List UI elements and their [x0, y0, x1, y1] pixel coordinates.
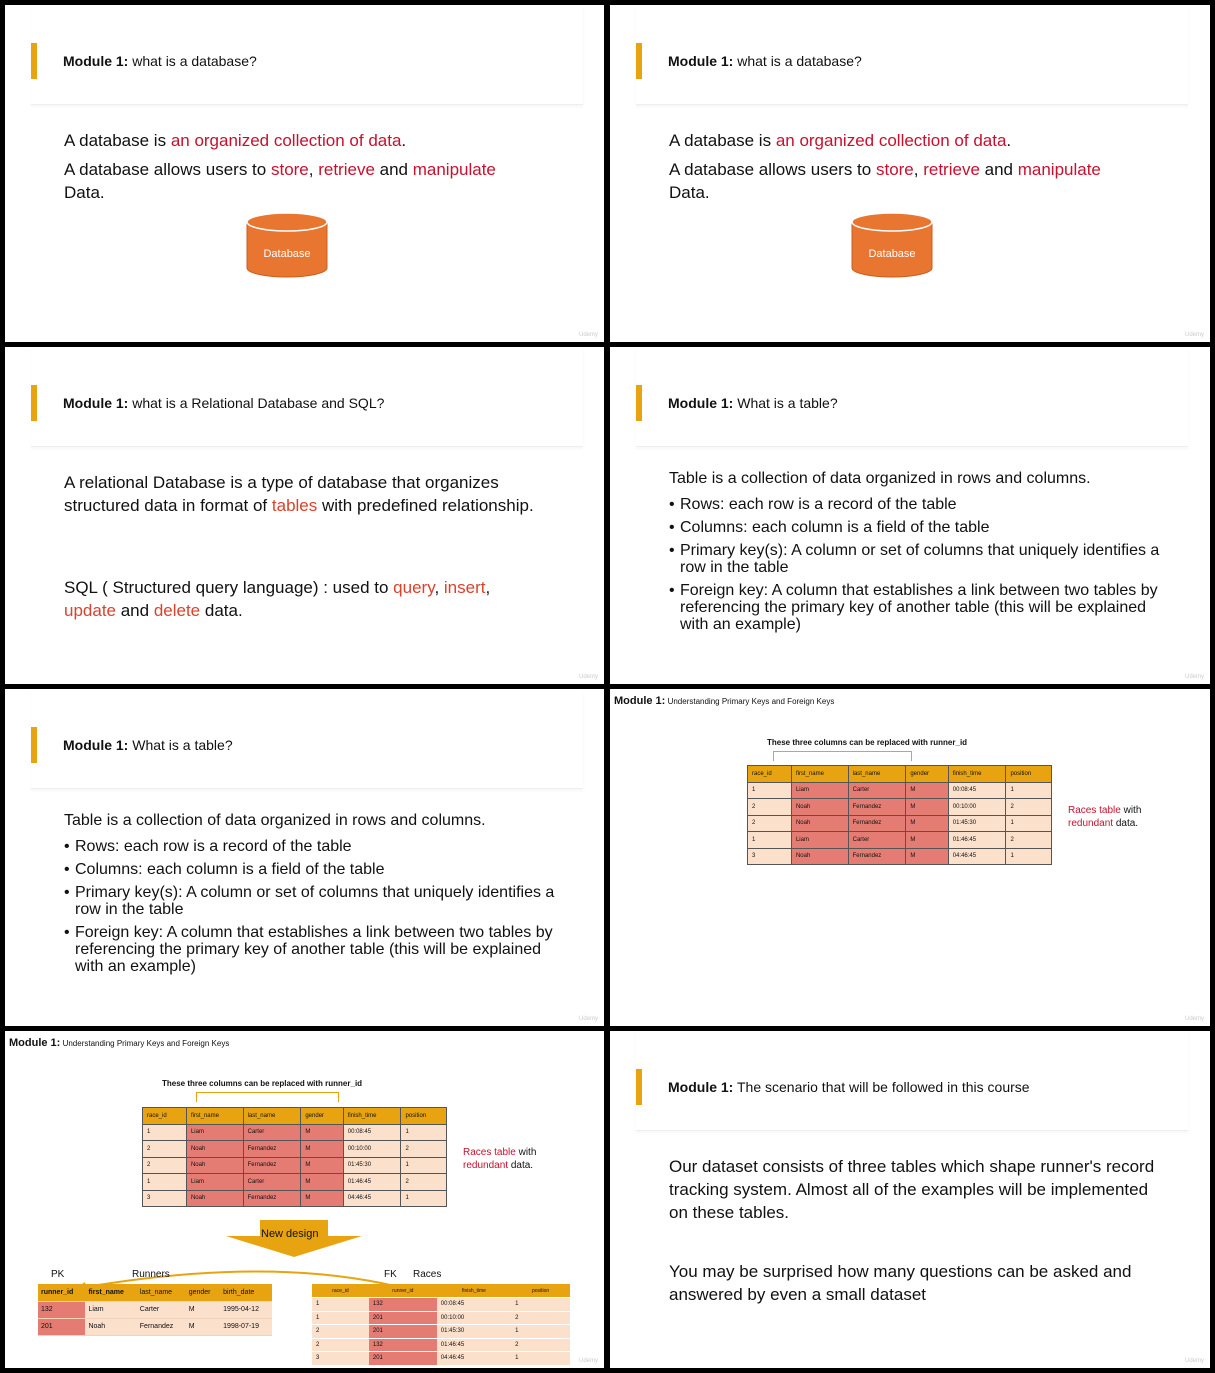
table-cell: 1	[511, 1352, 570, 1366]
table-cell: 1	[1006, 782, 1052, 799]
slide-header	[31, 347, 583, 447]
list-item: • Primary key(s): A column or set of columns that uniquely identifies a row in the table	[669, 542, 1169, 576]
table-cell: M	[906, 848, 948, 865]
redundancy-note: Races table with redundant data.	[1068, 805, 1142, 829]
slide-header	[636, 1031, 1188, 1131]
table-cell: 1	[511, 1325, 570, 1339]
table-cell: M	[301, 1174, 343, 1191]
table-cell: 01:46:45	[343, 1174, 401, 1191]
watermark: Udemy	[1184, 1358, 1204, 1364]
table-cell: 01:45:30	[437, 1325, 511, 1339]
definition-text: A database is an organized collection of data.	[64, 131, 407, 150]
table-cell: 00:08:45	[948, 782, 1006, 799]
table-cell: 1998-07-19	[220, 1318, 272, 1335]
table-cell: 1	[748, 832, 792, 849]
questions-note: You may be surprised how many questions can be asked and answered by even a small dataset	[669, 1262, 1132, 1304]
table-cell: 2	[1006, 799, 1052, 816]
table-cell: 00:10:00	[948, 799, 1006, 816]
table-cell: 2	[312, 1325, 369, 1339]
table-cell: M	[186, 1301, 220, 1318]
table-cell: 1	[1006, 848, 1052, 865]
watermark: Udemy	[578, 1016, 598, 1022]
table-cell: 00:10:00	[437, 1311, 511, 1325]
table-row	[312, 1352, 570, 1366]
table-row	[748, 799, 1052, 816]
table-cell: Noah	[791, 848, 848, 865]
table-cell: M	[301, 1190, 343, 1207]
table-cell: Noah	[791, 815, 848, 832]
column-header: position	[511, 1284, 570, 1298]
table-row	[38, 1318, 272, 1335]
table-cell: M	[301, 1157, 343, 1174]
list-item: • Foreign key: A column that establishes a link between two tables by referencing the primary key of another table (this will be explained with an example)	[64, 924, 564, 975]
slide-title: Module 1: what is a database?	[668, 53, 862, 69]
relational-definition-text: A relational Database is a type of database that organizes structured data in format of tables with predefined relationship.	[64, 473, 534, 515]
table-cell: 1	[143, 1174, 187, 1191]
header-accent-bar	[31, 385, 37, 421]
capabilities-text: A database allows users to store, retrieve and manipulate Data.	[669, 160, 1101, 202]
table-cell: Carter	[848, 782, 906, 799]
slide-what-is-table-2	[5, 689, 604, 1026]
table-cell: Fernandez	[243, 1157, 301, 1174]
slide-relational-database-sql	[5, 347, 604, 684]
table-cell: Liam	[186, 1174, 243, 1191]
database-cylinder-icon	[851, 212, 933, 278]
watermark: Udemy	[1184, 674, 1204, 680]
table-cell: Noah	[791, 799, 848, 816]
column-header: finish_time	[948, 766, 1006, 783]
slide-title: Module 1: what is a Relational Database and SQL?	[63, 395, 385, 411]
column-header: last_name	[137, 1284, 186, 1301]
table-header-row	[38, 1284, 272, 1301]
watermark: Udemy	[578, 332, 598, 338]
table-cell: Fernandez	[137, 1318, 186, 1335]
sql-definition-text: SQL ( Structured query language) : used to query, insert, update and delete data.	[64, 578, 491, 620]
list-item: • Rows: each row is a record of the table	[669, 496, 1169, 513]
table-cell: Fernandez	[243, 1141, 301, 1158]
column-header: finish_time	[343, 1108, 401, 1125]
dataset-description: Our dataset consists of three tables which shape runner's record tracking system. Almost all of the examples will be implemented on these tables.	[669, 1157, 1155, 1222]
table-header-row	[312, 1284, 570, 1298]
table-row	[748, 848, 1052, 865]
table-cell: 2	[401, 1141, 447, 1158]
races-new-table	[312, 1284, 570, 1366]
column-header: last_name	[848, 766, 906, 783]
table-cell: 2	[143, 1157, 187, 1174]
table-cell: 00:08:45	[343, 1124, 401, 1141]
fk-label: FK	[384, 1269, 397, 1280]
table-cell: M	[906, 832, 948, 849]
slide-primary-foreign-keys-1	[610, 689, 1210, 1026]
column-header: race_id	[143, 1108, 187, 1125]
table-cell: 00:10:00	[343, 1141, 401, 1158]
table-cell: 3	[748, 848, 792, 865]
table-cell: 201	[369, 1325, 437, 1339]
table-row	[748, 832, 1052, 849]
watermark: Udemy	[1184, 332, 1204, 338]
column-header: first_name	[85, 1284, 136, 1301]
table-cell: 2	[748, 799, 792, 816]
table-caption: These three columns can be replaced with runner_id	[162, 1079, 363, 1088]
slide-course-scenario	[610, 1031, 1210, 1368]
table-row	[143, 1190, 447, 1207]
table-row	[312, 1298, 570, 1312]
column-header: runner_id	[369, 1284, 437, 1298]
table-row	[143, 1157, 447, 1174]
list-item: • Columns: each column is a field of the table	[669, 519, 1169, 536]
table-cell: 01:45:30	[343, 1157, 401, 1174]
table-cell: 1	[143, 1124, 187, 1141]
table-definition	[669, 467, 1169, 633]
watermark: Udemy	[578, 674, 598, 680]
column-header: finish_time	[437, 1284, 511, 1298]
table-definition	[64, 809, 564, 975]
table-header-row	[748, 766, 1052, 783]
column-header: first_name	[186, 1108, 243, 1125]
slide-title: Module 1: what is a database?	[63, 53, 257, 69]
table-cell: Carter	[243, 1174, 301, 1191]
redundancy-note: Races table with redundant data.	[463, 1147, 537, 1171]
table-cell: Noah	[186, 1157, 243, 1174]
runners-table-label: Runners	[132, 1269, 170, 1280]
table-cell: Fernandez	[848, 815, 906, 832]
table-cell: M	[186, 1318, 220, 1335]
table-cell: 2	[1006, 832, 1052, 849]
table-row	[143, 1141, 447, 1158]
column-header: last_name	[243, 1108, 301, 1125]
columns-brace	[196, 1092, 339, 1102]
races-table	[747, 765, 1052, 865]
column-header: birth_date	[220, 1284, 272, 1301]
table-cell: Liam	[791, 832, 848, 849]
slide-what-is-database-2	[610, 5, 1210, 342]
table-row	[143, 1124, 447, 1141]
table-cell: 1	[401, 1124, 447, 1141]
table-header-row	[143, 1108, 447, 1125]
slide-title: Module 1: The scenario that will be followed in this course	[668, 1079, 1030, 1095]
column-header: gender	[186, 1284, 220, 1301]
table-row	[312, 1338, 570, 1352]
table-cell: Liam	[85, 1301, 136, 1318]
table-cell: 04:46:45	[948, 848, 1006, 865]
capabilities-text: A database allows users to store, retrieve and manipulate Data.	[64, 160, 496, 202]
table-cell: M	[301, 1124, 343, 1141]
column-header: race_id	[748, 766, 792, 783]
slide-title: Module 1: What is a table?	[63, 737, 233, 753]
table-cell: 1995-04-12	[220, 1301, 272, 1318]
column-header: position	[401, 1108, 447, 1125]
table-cell: 132	[38, 1301, 85, 1318]
table-row	[38, 1301, 272, 1318]
table-cell: 2	[511, 1311, 570, 1325]
table-row	[312, 1325, 570, 1339]
table-cell: M	[301, 1141, 343, 1158]
table-cell: 01:45:30	[948, 815, 1006, 832]
watermark: Udemy	[1184, 1016, 1204, 1022]
column-header: first_name	[791, 766, 848, 783]
slide-header	[31, 5, 583, 105]
table-cell: 1	[401, 1190, 447, 1207]
table-caption: These three columns can be replaced with runner_id	[767, 738, 968, 747]
table-cell: Carter	[243, 1124, 301, 1141]
table-concepts-list	[64, 838, 564, 975]
table-cell: 1	[748, 782, 792, 799]
table-cell: Noah	[85, 1318, 136, 1335]
races-table-label: Races	[413, 1269, 442, 1280]
table-cell: 1	[401, 1157, 447, 1174]
database-cylinder-icon	[246, 212, 328, 278]
table-row	[748, 815, 1052, 832]
table-cell: 2	[312, 1338, 369, 1352]
header-accent-bar	[636, 1069, 642, 1105]
table-row	[143, 1174, 447, 1191]
table-cell: Carter	[137, 1301, 186, 1318]
slide-header	[636, 5, 1188, 105]
column-header: gender	[906, 766, 948, 783]
table-cell: 01:46:45	[948, 832, 1006, 849]
definition-text: A database is an organized collection of data.	[669, 131, 1012, 150]
watermark: Udemy	[578, 1358, 598, 1364]
table-cell: 3	[312, 1352, 369, 1366]
table-cell: Fernandez	[243, 1190, 301, 1207]
header-accent-bar	[636, 385, 642, 421]
slide-primary-foreign-keys-2	[5, 1031, 604, 1368]
table-intro: Table is a collection of data organized in rows and columns.	[669, 470, 1091, 487]
slide-title: Module 1: Understanding Primary Keys and Foreign Keys	[9, 1037, 230, 1049]
list-item: • Foreign key: A column that establishes a link between two tables by referencing the primary key of another table (this will be explained with an example)	[669, 582, 1169, 633]
slide-what-is-table-1	[610, 347, 1210, 684]
table-cell: 201	[369, 1311, 437, 1325]
table-cell: 00:08:45	[437, 1298, 511, 1312]
column-header: gender	[301, 1108, 343, 1125]
database-label: Database	[263, 248, 311, 260]
table-cell: 1	[312, 1298, 369, 1312]
table-cell: 132	[369, 1338, 437, 1352]
table-cell: M	[906, 815, 948, 832]
slide-header	[31, 689, 583, 789]
table-cell: 2	[748, 815, 792, 832]
table-cell: 1	[1006, 815, 1052, 832]
table-row	[312, 1311, 570, 1325]
table-row	[748, 782, 1052, 799]
columns-brace	[773, 751, 912, 761]
table-cell: 01:46:45	[437, 1338, 511, 1352]
table-cell: 201	[369, 1352, 437, 1366]
table-cell: Noah	[186, 1190, 243, 1207]
table-cell: 2	[401, 1174, 447, 1191]
slide-what-is-database-1	[5, 5, 604, 342]
table-cell: 04:46:45	[437, 1352, 511, 1366]
table-cell: Fernandez	[848, 799, 906, 816]
column-header: runner_id	[38, 1284, 85, 1301]
table-cell: 1	[511, 1298, 570, 1312]
list-item: • Rows: each row is a record of the table	[64, 838, 564, 855]
list-item: • Columns: each column is a field of the table	[64, 861, 564, 878]
database-label: Database	[868, 248, 916, 260]
table-cell: 201	[38, 1318, 85, 1335]
table-cell: Liam	[186, 1124, 243, 1141]
table-concepts-list	[669, 496, 1169, 633]
slide-title: Module 1: What is a table?	[668, 395, 838, 411]
list-item: • Primary key(s): A column or set of columns that uniquely identifies a row in the table	[64, 884, 564, 918]
table-cell: 04:46:45	[343, 1190, 401, 1207]
column-header: race_id	[312, 1284, 369, 1298]
table-cell: M	[906, 799, 948, 816]
races-table	[142, 1107, 447, 1207]
table-cell: Fernandez	[848, 848, 906, 865]
slide-header	[636, 347, 1188, 447]
table-cell: 1	[312, 1311, 369, 1325]
table-cell: 132	[369, 1298, 437, 1312]
header-accent-bar	[31, 727, 37, 763]
column-header: position	[1006, 766, 1052, 783]
slide-title: Module 1: Understanding Primary Keys and Foreign Keys	[614, 695, 835, 707]
table-cell: M	[906, 782, 948, 799]
pk-label: PK	[51, 1269, 65, 1280]
table-cell: 2	[511, 1338, 570, 1352]
header-accent-bar	[31, 43, 37, 79]
new-design-label: New design	[261, 1228, 319, 1240]
table-cell: Liam	[791, 782, 848, 799]
table-intro: Table is a collection of data organized in rows and columns.	[64, 812, 486, 829]
runners-table	[38, 1284, 272, 1336]
table-cell: 3	[143, 1190, 187, 1207]
header-accent-bar	[636, 43, 642, 79]
table-cell: Carter	[848, 832, 906, 849]
table-cell: 2	[143, 1141, 187, 1158]
table-cell: Noah	[186, 1141, 243, 1158]
